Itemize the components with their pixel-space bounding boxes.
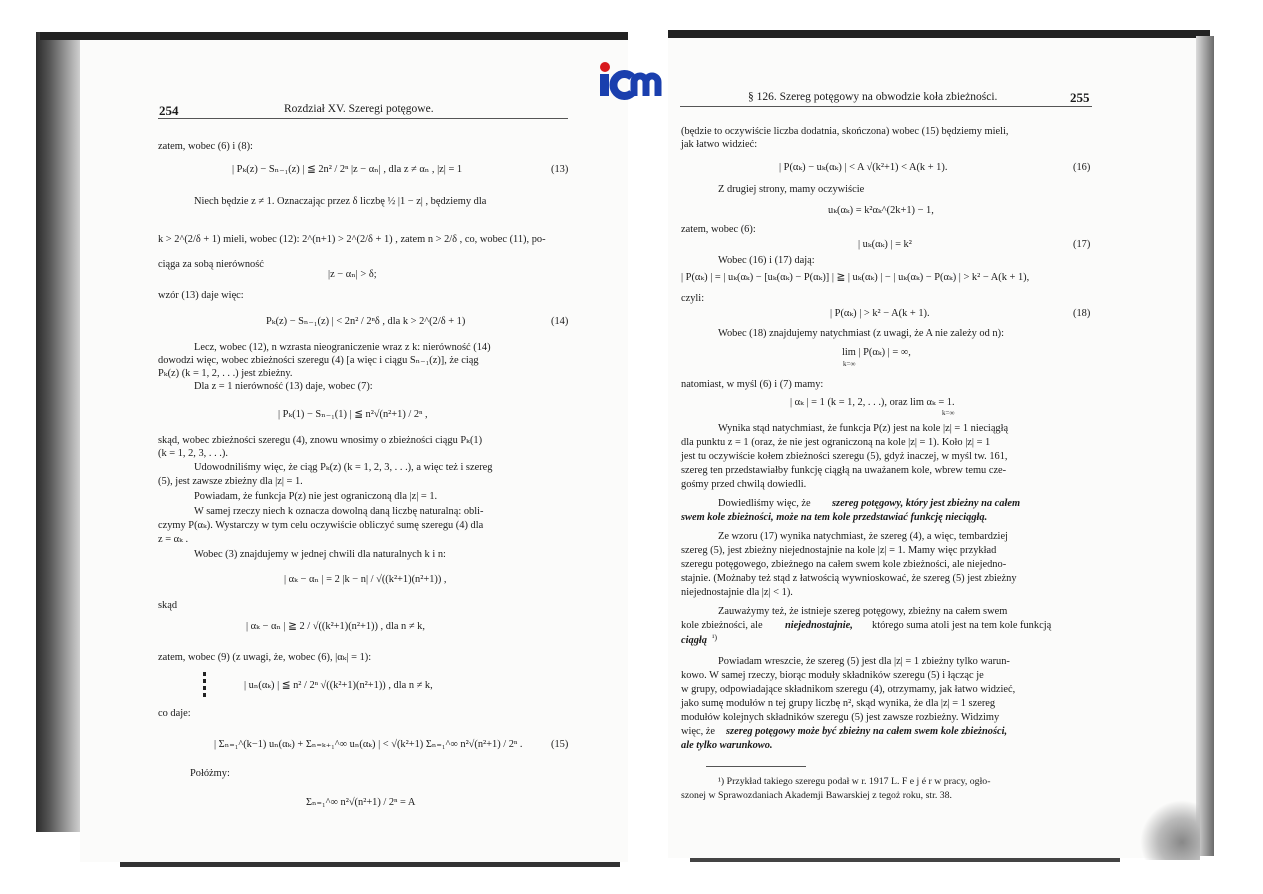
formula-line: | P(αₖ) − uₖ(αₖ) | < A √(k²+1) < A(k + 1). <box>779 162 948 173</box>
text-line: Wobec (16) i (17) dają: <box>718 255 815 266</box>
text-line: którego suma atoli jest na tem kole funkcją <box>872 620 1052 631</box>
text-line: Powiadam wreszcie, że szereg (5) jest dla |z| = 1 zbieżny tylko warun- <box>718 656 1010 667</box>
text-line: kowo. W samej rzeczy, biorąc moduły składników szeregu (5) i łącząc je <box>681 670 984 681</box>
formula-subscript: k=∞ <box>942 409 955 417</box>
footnote-text: ¹) Przykład takiego szeregu podał w r. 1917 L. F e j é r w pracy, ogło- <box>718 776 991 787</box>
left-head-rule <box>158 118 568 119</box>
formula-line: | αₖ | = 1 (k = 1, 2, . . .), oraz lim αₖ = 1. <box>790 397 955 408</box>
icm-logo <box>598 60 664 100</box>
equation-number: (18) <box>1073 308 1091 319</box>
text-line: więc, że <box>681 726 716 737</box>
text-line: z = αₖ . <box>158 534 189 545</box>
text-line: Lecz, wobec (12), n wzrasta nieograniczenie wraz z k: nierówność (14) <box>194 342 491 353</box>
equation-number: (16) <box>1073 162 1091 173</box>
text-line: szereg ten przedstawiałby funkcję ciągłą na uważanem kole, wbrew temu cze- <box>681 465 1007 476</box>
text-line: jest tu oczywiście kołem zbieżności szeregu (5), gdyż inaczej, w myśl tw. 161, <box>681 451 1008 462</box>
text-line: zatem, wobec (9) (z uwagi, że, wobec (6), |αₖ| = 1): <box>158 652 372 663</box>
text-line: Wobec (3) znajdujemy w jednej chwili dla naturalnych k i n: <box>194 549 446 560</box>
formula-line: | Pₖ(z) − Sₙ₋₁(z) | ≦ 2n² / 2ⁿ |z − αₙ| , dla z ≠ αₙ , |z| = 1 <box>232 164 463 175</box>
formula-line: | uₖ(αₖ) | = k² <box>858 239 912 250</box>
text-line: jako sumę modułów n tej grupy liczbę n², skąd wynika, że dla |z| = 1 szereg <box>681 698 996 709</box>
text-line: szereg (5), jest zbieżny niejednostajnie na kole |z| = 1. Mamy więc przykład <box>681 545 997 556</box>
text-line: ciąga za sobą nierówność <box>158 259 264 270</box>
text-line: Ze wzoru (17) wynika natychmiast, że szereg (4), a więc, tembardziej <box>718 531 1008 542</box>
equation-number: (13) <box>551 164 569 175</box>
text-line: (k = 1, 2, 3, . . .). <box>158 448 228 459</box>
text-line: czymy P(αₖ). Wystarczy w tym celu oczywiście obliczyć sumę szeregu (4) dla <box>158 520 484 531</box>
text-line: dla punktu z = 1 (oraz, że nie jest ograniczoną na kole |z| = 1). Koło |z| = 1 <box>681 437 991 448</box>
text-line: kole zbieżności, ale <box>681 620 763 631</box>
text-line: stajnie. (Możnaby też stąd z łatwością wywnioskować, że szereg (5) jest zbieżny <box>681 573 1017 584</box>
text-line: skąd <box>158 600 178 611</box>
formula-line: Σₙ₌₁^∞ n²√(n²+1) / 2ⁿ = A <box>306 797 416 808</box>
right-running-head: § 126. Szereg potęgowy na obwodzie koła zbieżności. <box>748 91 998 103</box>
formula-line: | P(αₖ) | = | uₖ(αₖ) − [uₖ(αₖ) − P(αₖ)] | ≧ | uₖ(αₖ) | − | uₖ(αₖ) − P(αₖ) | > k² − A(k + 1), <box>681 272 1030 283</box>
left-page-number: 254 <box>159 103 179 118</box>
text-line: Pₖ(z) (k = 1, 2, . . .) jest zbieżny. <box>158 368 293 379</box>
text-line: wzór (13) daje więc: <box>158 290 244 301</box>
text-line: zatem, wobec (6): <box>681 224 756 235</box>
text-line: dowodzi więc, wobec zbieżności szeregu (4) [a więc i ciągu Sₙ₋₁(z)], że ciąg <box>158 355 479 366</box>
text-line: Dla z = 1 nierówność (13) daje, wobec (7): <box>194 381 373 392</box>
formula-line: uₖ(αₖ) = k²αₖ^(2k+1) − 1, <box>828 205 934 216</box>
formula-line: | P(αₖ) | > k² − A(k + 1). <box>830 308 930 319</box>
text-line: szeregu potęgowego, zbieżnego na całem swem kole zbieżności, ale niejedno- <box>681 559 1007 570</box>
formula-line: Pₖ(z) − Sₙ₋₁(z) | < 2n² / 2ⁿδ , dla k > 2^(2/δ + 1) <box>266 316 466 327</box>
text-line: Z drugiej strony, mamy oczywiście <box>718 184 865 195</box>
emphasized-theorem: szereg potęgowy, który jest zbieżny na całem <box>832 498 1021 509</box>
scan-bottom-edge-right <box>690 858 1120 862</box>
scan-top-edge-right <box>668 30 1210 38</box>
equation-number: (14) <box>551 316 569 327</box>
emphasized-word: ciągłą <box>681 635 707 646</box>
text-line: natomiast, w myśl (6) i (7) mamy: <box>681 379 824 390</box>
text-line: W samej rzeczy niech k oznacza dowolną daną liczbę naturalną: obli- <box>194 506 484 517</box>
equation-number: (15) <box>551 739 569 750</box>
footnote-rule <box>706 766 806 767</box>
emphasized-theorem: ale tylko warunkowo. <box>681 740 773 751</box>
scan-top-edge-left <box>40 32 628 40</box>
text-line: Wynika stąd natychmiast, że funkcja P(z) jest na kole |z| = 1 nieciągłą <box>718 423 1009 434</box>
right-page-number: 255 <box>1070 90 1090 105</box>
scan-binding-shadow-left <box>36 32 80 832</box>
emphasized-theorem: swem kole zbieżności, może na tem kole przedstawiać funkcję nieciągłą. <box>681 512 988 523</box>
scan-smudge <box>1140 800 1200 860</box>
text-line: (5), jest zawsze zbieżny dla |z| = 1. <box>158 476 303 487</box>
text-line: co daje: <box>158 708 191 719</box>
scan-right-edge <box>1196 36 1214 856</box>
text-line: Niech będzie z ≠ 1. Oznaczając przez δ liczbę ½ |1 − z| , będziemy dla <box>194 196 487 207</box>
left-running-head: Rozdział XV. Szeregi potęgowe. <box>284 103 434 115</box>
equation-number: (17) <box>1073 239 1091 250</box>
text-line: Zauważymy też, że istnieje szereg potęgowy, zbieżny na całem swem <box>718 606 1008 617</box>
text-line: Powiadam, że funkcja P(z) nie jest ograniczoną dla |z| = 1. <box>194 491 438 502</box>
formula-subscript: k=∞ <box>843 360 856 368</box>
text-line: jak łatwo widzieć: <box>681 139 758 150</box>
formula-line: |z − αₙ| > δ; <box>328 269 377 280</box>
text-line: Wobec (18) znajdujemy natychmiast (z uwagi, że A nie zależy od n): <box>718 328 1004 339</box>
text-line: w grupy, odpowiadające składnikom szeregu (4), otrzymamy, jak łatwo widzieć, <box>681 684 1016 695</box>
text-line: niejednostajnie dla |z| < 1). <box>681 587 793 598</box>
emphasized-theorem: szereg potęgowy może być zbieżny na całem swem kole zbieżności, <box>726 726 1008 737</box>
formula-line: lim | P(αₖ) | = ∞, <box>842 347 911 358</box>
right-head-rule <box>680 106 1092 107</box>
text-line: modułów kolejnych składników szeregu (5) jest zawsze rozbieżny. Widzimy <box>681 712 1000 723</box>
text-line: k > 2^(2/δ + 1) mieli, wobec (12): 2^(n+1) > 2^(2/δ + 1) , zatem n > 2/δ , co, wobec (11), po- <box>158 234 546 245</box>
margin-mark <box>203 672 206 698</box>
text-line: gośmy przed chwilą dowiedli. <box>681 479 807 490</box>
formula-line: | Pₖ(1) − Sₙ₋₁(1) | ≦ n²√(n²+1) / 2ⁿ , <box>278 409 428 420</box>
formula-line: | αₖ − αₙ | = 2 |k − n| / √((k²+1)(n²+1)) , <box>284 574 447 585</box>
text-line: zatem, wobec (6) i (8): <box>158 141 253 152</box>
text-line: Dowiedliśmy więc, że <box>718 498 811 509</box>
text-line: Udowodniliśmy więc, że ciąg Pₖ(z) (k = 1, 2, 3, . . .), a więc też i szereg <box>194 462 493 473</box>
formula-line: | αₖ − αₙ | ≧ 2 / √((k²+1)(n²+1)) , dla n ≠ k, <box>246 621 425 632</box>
text-line: Połóżmy: <box>190 768 230 779</box>
scan-bottom-edge-left <box>120 862 620 867</box>
formula-line: | Σₙ₌₁^(k−1) uₙ(αₖ) + Σₙ₌ₖ₊₁^∞ uₙ(αₖ) | < √(k²+1) Σₙ₌₁^∞ n²√(n²+1) / 2ⁿ . <box>214 739 523 750</box>
formula-line: | uₙ(αₖ) | ≦ n² / 2ⁿ √((k²+1)(n²+1)) , dla n ≠ k, <box>244 680 433 691</box>
footnote-text: szonej w Sprawozdaniach Akademji Bawarskiej z tegoż roku, str. 38. <box>681 790 952 801</box>
text-line: (będzie to oczywiście liczba dodatnia, skończona) wobec (15) będziemy mieli, <box>681 126 1009 137</box>
footnote-marker: ¹) <box>712 633 718 642</box>
text-line: skąd, wobec zbieżności szeregu (4), znowu wnosimy o zbieżności ciągu Pₖ(1) <box>158 435 483 446</box>
text-line: czyli: <box>681 293 705 304</box>
emphasized-word: niejednostajnie, <box>785 620 853 631</box>
